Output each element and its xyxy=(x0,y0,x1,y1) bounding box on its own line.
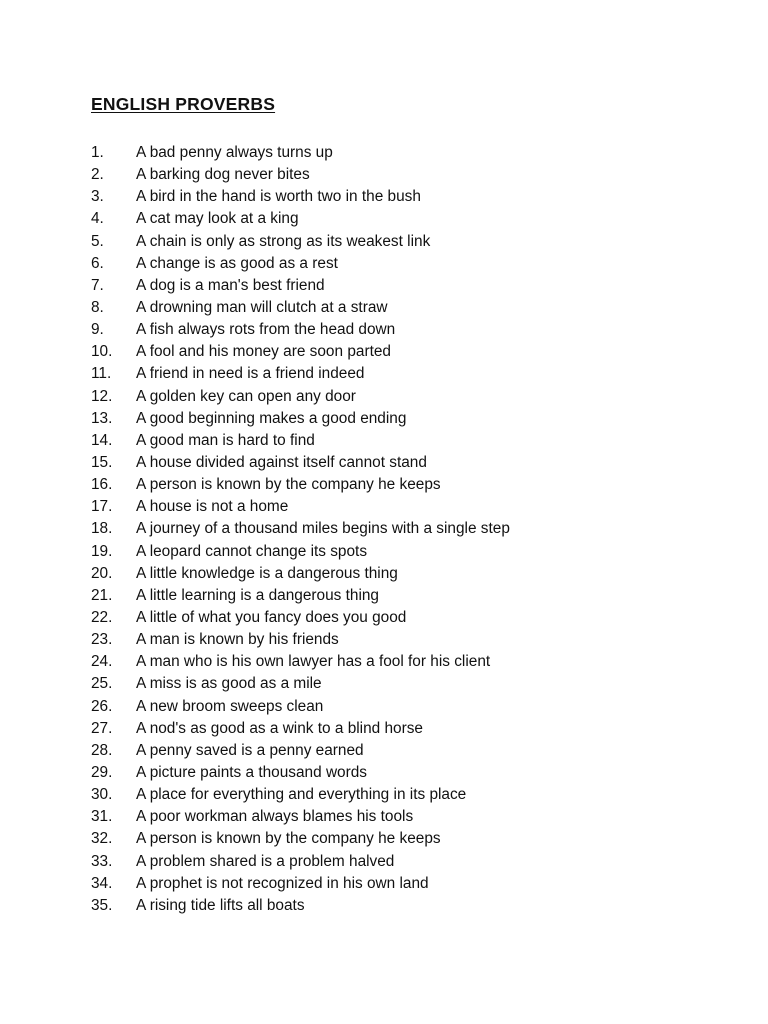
list-item xyxy=(0,363,768,385)
list-item-number: 3. xyxy=(91,188,104,206)
proverb-list xyxy=(0,142,768,917)
list-item-number: 19. xyxy=(91,542,113,560)
list-item-text: A fish always rots from the head down xyxy=(136,321,396,339)
list-item-text: A new broom sweeps clean xyxy=(136,697,324,715)
list-item-number: 25. xyxy=(91,675,113,693)
list-item-text: A chain is only as strong as its weakest link xyxy=(136,232,431,250)
list-item xyxy=(0,164,768,186)
list-item-text: A leopard cannot change its spots xyxy=(136,542,368,560)
list-item-text: A rising tide lifts all boats xyxy=(136,896,305,914)
list-item-text: A person is known by the company he keeps xyxy=(136,830,441,848)
list-item xyxy=(0,231,768,253)
list-item-number: 35. xyxy=(91,896,113,914)
list-item xyxy=(0,297,768,319)
list-item-number: 18. xyxy=(91,520,113,538)
list-item-number: 14. xyxy=(91,431,113,449)
list-item-text: A golden key can open any door xyxy=(136,387,356,405)
list-item-number: 23. xyxy=(91,631,113,649)
list-item-number: 10. xyxy=(91,343,113,361)
list-item xyxy=(0,851,768,873)
list-item-text: A dog is a man's best friend xyxy=(136,276,325,294)
list-item-text: A picture paints a thousand words xyxy=(136,763,368,781)
list-item xyxy=(0,341,768,363)
list-item-number: 33. xyxy=(91,852,113,870)
list-item-number: 6. xyxy=(91,254,104,272)
list-item-number: 13. xyxy=(91,409,113,427)
list-item-text: A nod's as good as a wink to a blind horse xyxy=(136,719,423,737)
list-item xyxy=(0,386,768,408)
list-item-number: 2. xyxy=(91,166,104,184)
list-item-text: A house divided against itself cannot stand xyxy=(136,453,427,471)
list-item xyxy=(0,718,768,740)
list-item-number: 34. xyxy=(91,874,113,892)
list-item-number: 28. xyxy=(91,741,113,759)
list-item-text: A friend in need is a friend indeed xyxy=(136,365,365,383)
list-item-number: 26. xyxy=(91,697,113,715)
list-item xyxy=(0,806,768,828)
list-item xyxy=(0,762,768,784)
list-item-text: A barking dog never bites xyxy=(136,166,310,184)
list-item xyxy=(0,607,768,629)
list-item-number: 12. xyxy=(91,387,113,405)
list-item xyxy=(0,452,768,474)
list-item-text: A change is as good as a rest xyxy=(136,254,338,272)
list-item xyxy=(0,895,768,917)
list-item-text: A drowning man will clutch at a straw xyxy=(136,298,388,316)
list-item xyxy=(0,253,768,275)
list-item xyxy=(0,430,768,452)
list-item-number: 30. xyxy=(91,786,113,804)
list-item-number: 16. xyxy=(91,476,113,494)
list-item-text: A person is known by the company he keeps xyxy=(136,476,441,494)
list-item-number: 15. xyxy=(91,453,113,471)
list-item-number: 24. xyxy=(91,653,113,671)
list-item-number: 5. xyxy=(91,232,104,250)
list-item-text: A little of what you fancy does you good xyxy=(136,608,407,626)
list-item xyxy=(0,408,768,430)
list-item-number: 11. xyxy=(91,365,112,383)
list-item xyxy=(0,696,768,718)
list-item-text: A place for everything and everything in its place xyxy=(136,786,467,804)
list-item-number: 9. xyxy=(91,321,104,339)
list-item-text: A journey of a thousand miles begins with a single step xyxy=(136,520,510,538)
list-item-text: A little knowledge is a dangerous thing xyxy=(136,564,398,582)
list-item xyxy=(0,208,768,230)
list-item-number: 21. xyxy=(91,586,113,604)
list-item-number: 32. xyxy=(91,830,113,848)
list-item xyxy=(0,275,768,297)
list-item-text: A prophet is not recognized in his own land xyxy=(136,874,429,892)
list-item-number: 17. xyxy=(91,498,113,516)
list-item xyxy=(0,186,768,208)
list-item xyxy=(0,319,768,341)
list-item-number: 22. xyxy=(91,608,113,626)
list-item-text: A man who is his own lawyer has a fool for his client xyxy=(136,653,491,671)
list-item-text: A problem shared is a problem halved xyxy=(136,852,395,870)
list-item-text: A man is known by his friends xyxy=(136,631,339,649)
list-item-text: A fool and his money are soon parted xyxy=(136,343,391,361)
list-item-text: A miss is as good as a mile xyxy=(136,675,322,693)
list-item-number: 20. xyxy=(91,564,113,582)
list-item-text: A house is not a home xyxy=(136,498,289,516)
list-item xyxy=(0,541,768,563)
list-item-number: 1. xyxy=(91,144,104,161)
list-item-text: A bird in the hand is worth two in the bush xyxy=(136,188,421,206)
list-item-text: A good man is hard to find xyxy=(136,431,315,449)
list-item-text: A cat may look at a king xyxy=(136,210,299,228)
list-item-text: A bad penny always turns up xyxy=(136,144,333,161)
list-item-number: 29. xyxy=(91,763,113,781)
list-item xyxy=(0,873,768,895)
list-item xyxy=(0,474,768,496)
list-item xyxy=(0,673,768,695)
list-item xyxy=(0,629,768,651)
list-item-number: 27. xyxy=(91,719,113,737)
list-item xyxy=(0,563,768,585)
list-item-number: 7. xyxy=(91,276,104,294)
list-item xyxy=(0,585,768,607)
list-item-number: 4. xyxy=(91,210,104,228)
page-title: ENGLISH PROVERBS xyxy=(91,94,276,114)
list-item xyxy=(0,518,768,540)
list-item-text: A good beginning makes a good ending xyxy=(136,409,407,427)
list-item-number: 8. xyxy=(91,298,104,316)
list-item-number: 31. xyxy=(91,808,113,826)
list-item xyxy=(0,740,768,762)
list-item xyxy=(0,828,768,850)
list-item-text: A poor workman always blames his tools xyxy=(136,808,414,826)
list-item xyxy=(0,496,768,518)
list-item xyxy=(0,651,768,673)
list-item-text: A penny saved is a penny earned xyxy=(136,741,364,759)
list-item xyxy=(0,142,768,164)
list-item-text: A little learning is a dangerous thing xyxy=(136,586,379,604)
list-item xyxy=(0,784,768,806)
